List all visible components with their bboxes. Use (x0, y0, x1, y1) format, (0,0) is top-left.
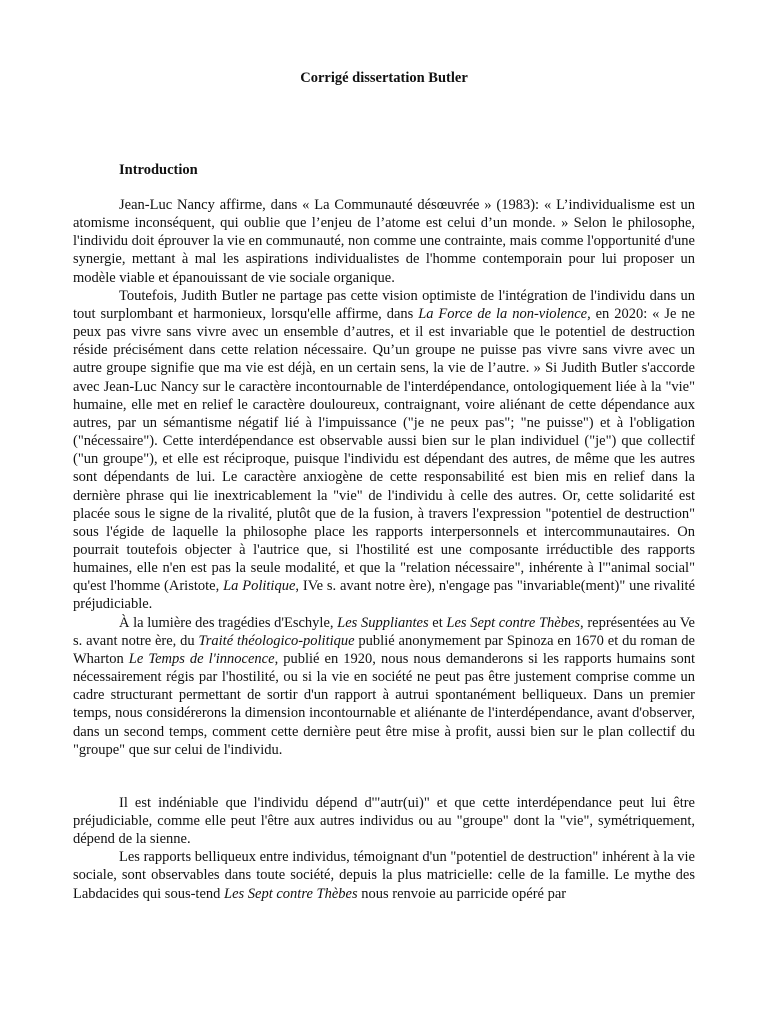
paragraph-text: , en 2020: « Je ne peux pas vivre sans vivre avec un ensemble d’autres, et il est invariable que le potentiel de destruction réside précisément dans cette relation nécessaire. Qu’un groupe ne puisse pas vivre sans vivre avec un autre groupe signifie que ma vie est déjà, en un certain sens, la vie de l’autre. » Si Judith Butler s'accorde avec Jean-Luc Nancy sur le caractère incontournable de l'interdépendance, ontologiquement liée à la "vie" humaine, elle met en relief le caractère douloureux, contraignant, voire aliénant de cette dépendance aux autres, par un sémantisme négatif lié à l'impuissance ("je ne peux pas"; "ne puisse") et à l'obligation ("nécessaire"). Cette interdépendance est observable aussi bien sur le plan individuel ("je") que collectif ("un groupe"), et elle est réciproque, puisque l'individu est dépendant des autres, de même que les autres sont dépendants de lui. Le caractère anxiogène de cette responsabilité est bien mis en relief dans la dernière phrase qui lie inextricablement la "vie" de l'individu à celle des autres. Or, cette solidarité est placée sous le signe de la rivalité, plutôt que de la fusion, à travers l'expression "potentiel de destruction" sous l'égide de laquelle la philosophe place les rapports interpersonnels et intercommunautaires. On pourrait toutefois objecter à l'autrice que, si l'hostilité est une composante irréductible des rapports humaines, elle n'en est pas la seule modalité, et que la "relation nécessaire", inhérente à l'"animal social" qu'est l'homme (Aristote, (73, 305, 695, 595)
paragraph-text: Jean-Luc Nancy affirme, dans « La Communauté désœuvrée » (1983): « L’individualisme est un atomisme inconséquent, qui oublie que l’enjeu de l’atome est celui d’un monde. » Selon le philosophe, l'individu doit éprouver la vie en communauté, non comme une contrainte, mais comme l'opportunité d'une synergie, mettant à mal les aspirations individualistes de l'homme contemporain pour lui proposer un modèle viable et épanouissant de vie sociale organique. (73, 197, 695, 286)
paragraph-text: À la lumière des tragédies d'Eschyle, (119, 614, 338, 631)
document-body (73, 196, 695, 903)
section-heading: Introduction (119, 162, 198, 178)
paragraph-text: publié anonymement par Spinoza en 1670 et du roman de Wharton (73, 632, 695, 667)
paragraph-text: Les rapports belliqueux entre individus, témoignant d'un "potentiel de destruction" inhérent à la vie sociale, sont observables dans toute société, depuis la plus matricielle: celle de la famille. Le mythe des Labdacides qui sous-tend (73, 849, 695, 902)
italic-title-text: Traité théologico-politique (198, 632, 355, 649)
italic-title-text: Les Sept contre Thèbes (224, 885, 358, 902)
italic-title-text: Les Sept contre Thèbes (446, 614, 581, 631)
paragraph-text: nous renvoie au parricide opéré par (357, 885, 567, 902)
paragraph-text: et (428, 614, 447, 631)
body-paragraph (73, 794, 695, 848)
paragraph-text: , IVe s. avant notre ère), n'engage pas "invariable(ment)" une rivalité préjudiciable. (73, 578, 695, 613)
document-title: Corrigé dissertation Butler (300, 70, 468, 86)
body-paragraph (73, 196, 695, 287)
paragraph-text: Toutefois, Judith Butler ne partage pas cette vision optimiste de l'intégration de l'individu dans un tout surplombant et harmonieux, lorsqu'elle affirme, dans (73, 287, 695, 322)
italic-title-text: Le Temps de l'innocence (128, 650, 275, 667)
italic-title-text: La Politique (223, 578, 296, 595)
paragraph-text: , publié en 1920, nous nous demanderons si les rapports humains sont nécessairement régis par l'hostilité, ou si la vie en société ne peut pas être justement comprise comme un cadre structurant permettant de sortir d'un rapport à autrui spontanément belliqueux. Dans un premier temps, nous considérerons la dimension incontournable et aliénante de l'interdépendance, avant d'observer, dans un second temps, comment cette dernière peut être mise à profit, aussi bien sur le plan collectif du "groupe" que sur celui de l'individu. (73, 650, 695, 758)
italic-title-text: Les Suppliantes (337, 614, 429, 631)
paragraph-text: Il est indéniable que l'individu dépend d'"autr(ui)" et que cette interdépendance peut lui être préjudiciable, comme elle peut l'être aux autres individus ou au "groupe" dont la "vie", symétriquement, dépend de la sienne. (73, 794, 695, 848)
body-paragraph (73, 614, 695, 759)
paragraph-text: , représentées au Ve s. avant notre ère, du (73, 614, 695, 649)
body-paragraph (73, 287, 695, 614)
body-paragraph (73, 848, 695, 902)
italic-title-text: La Force de la non-violence (418, 305, 588, 322)
